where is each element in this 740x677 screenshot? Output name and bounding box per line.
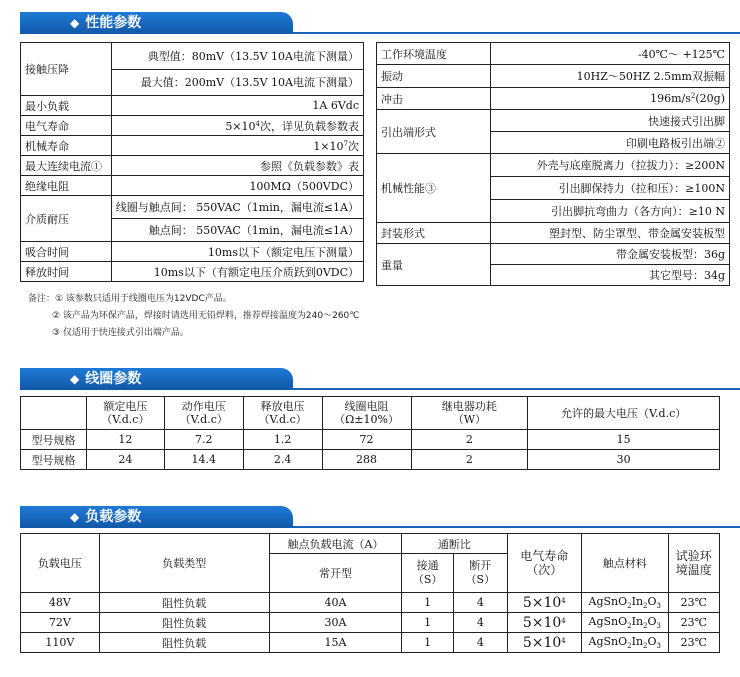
diamond-icon: ◆ xyxy=(70,510,80,524)
cell-value: 1.2 xyxy=(243,430,322,450)
table-row xyxy=(21,43,364,70)
cell-value xyxy=(111,116,363,136)
header-cell: 触点负载电流（A） xyxy=(269,534,401,554)
shock-base: 196m/s xyxy=(650,92,691,105)
cell-value: 12 xyxy=(86,430,164,450)
cell-temp: 23℃ xyxy=(668,613,719,633)
table-row xyxy=(377,110,730,132)
cell-value: 2 xyxy=(411,450,528,470)
cell-value: 典型值：80mV（13.5V 10A电流下测量） xyxy=(111,43,363,70)
performance-table-left xyxy=(20,42,364,282)
footnotes xyxy=(28,291,359,342)
cell-value: 外壳与底座脱离力（拉拔力）：≥200N xyxy=(490,154,729,177)
table-header-row xyxy=(21,397,720,430)
cell-off: 4 xyxy=(454,613,508,633)
diamond-icon: ◆ xyxy=(70,16,80,30)
row-label: 振动 xyxy=(377,65,491,88)
header-cell xyxy=(243,397,322,430)
material-sub: 3 xyxy=(656,602,662,611)
cell-value: 触点间： 550VAC（1min，漏电流≤1A） xyxy=(111,219,363,242)
row-label: 电气寿命 xyxy=(21,116,112,136)
header-cell xyxy=(322,397,411,430)
header-label: 断开 xyxy=(469,559,492,572)
life-exp: 4 xyxy=(561,636,566,645)
cell-current: 30A xyxy=(269,613,401,633)
header-cell xyxy=(507,534,581,593)
cell-value: 线圈与触点间： 550VAC（1min，漏电流≤1A） xyxy=(111,196,363,219)
header-label: 电气寿命 xyxy=(520,549,569,563)
section-tab xyxy=(20,12,293,34)
coil-table xyxy=(20,396,720,470)
header-label: 继电器功耗 xyxy=(441,400,497,413)
cell-value: 塑封型、防尘罩型、带金属安装板型 xyxy=(490,223,729,244)
cell-voltage: 48V xyxy=(21,593,100,613)
cell-value: 2.4 xyxy=(243,450,322,470)
header-label: 动作电压 xyxy=(181,400,226,413)
material-part: In xyxy=(631,594,644,608)
section-title: 线圈参数 xyxy=(85,371,142,387)
cell-value: 10ms以下（有额定电压介质跃到0VDC） xyxy=(111,262,363,282)
life-exp: 4 xyxy=(561,596,566,605)
cell-value: 30 xyxy=(528,450,720,470)
cell-value: 最大值：200mV（13.5V 10A电流下测量） xyxy=(111,69,363,96)
cell-type: 阻性负载 xyxy=(99,633,269,653)
life-base: 5×10 xyxy=(522,594,562,611)
header-unit: （次） xyxy=(526,563,563,577)
table-row xyxy=(21,136,364,156)
header-cell xyxy=(402,554,454,593)
material-part: O xyxy=(647,594,657,608)
cell-value: 其它型号：34g xyxy=(490,265,729,286)
cell-type: 阻性负载 xyxy=(99,613,269,633)
cell-material xyxy=(582,613,669,633)
header-unit: （V.d.c） xyxy=(101,413,150,426)
header-cell xyxy=(86,397,164,430)
life-note: 次 xyxy=(348,139,359,153)
table-row xyxy=(21,593,720,613)
cell-current: 40A xyxy=(269,593,401,613)
header-unit: （V.d.c） xyxy=(179,413,228,426)
row-label: 机械寿命 xyxy=(21,136,112,156)
cell-value: 参照《负载参数》表 xyxy=(111,156,363,176)
table-row xyxy=(21,156,364,176)
cell-value: 10HZ～50HZ 2.5mm双振幅 xyxy=(490,65,729,88)
header-cell: 触点材料 xyxy=(582,534,669,593)
row-label: 绝缘电阻 xyxy=(21,176,112,196)
material-sub: 2 xyxy=(627,602,632,611)
table-row xyxy=(21,242,364,262)
table-row xyxy=(21,196,364,219)
life-exp: 4 xyxy=(561,616,566,625)
cell-material xyxy=(582,633,669,653)
cell-off: 4 xyxy=(454,593,508,613)
header-label: 境温度 xyxy=(675,563,712,577)
header-label: 接通 xyxy=(416,559,439,572)
header-cell: 通断比 xyxy=(402,534,507,554)
cell-life xyxy=(507,593,581,613)
header-cell xyxy=(164,397,243,430)
header-cell: 常开型 xyxy=(269,554,401,593)
performance-table-right xyxy=(376,42,730,286)
material-sub: 3 xyxy=(656,642,662,651)
cell-value: 100MΩ（500VDC） xyxy=(111,176,363,196)
material-part: AgSnO xyxy=(588,594,628,608)
life-exp: 4 xyxy=(255,119,260,128)
material-sub: 3 xyxy=(656,622,662,631)
cell-value: 7.2 xyxy=(164,430,243,450)
cell-temp: 23℃ xyxy=(668,593,719,613)
row-label: 型号规格 xyxy=(21,450,87,470)
cell-off: 4 xyxy=(454,633,508,653)
table-row xyxy=(21,176,364,196)
header-label: 释放电压 xyxy=(260,400,305,413)
section-title: 性能参数 xyxy=(85,15,142,31)
cell-voltage: 110V xyxy=(21,633,100,653)
row-label: 重量 xyxy=(377,244,491,286)
table-row xyxy=(21,430,720,450)
load-table xyxy=(20,533,720,653)
cell-value: 288 xyxy=(322,450,411,470)
material-part: In xyxy=(631,614,644,628)
row-label: 封装形式 xyxy=(377,223,491,244)
row-label: 机械性能③ xyxy=(377,154,491,223)
header-unit: （Ω±10%） xyxy=(334,413,399,426)
shock-note: (20g) xyxy=(695,92,725,105)
life-base: 5×10 xyxy=(522,614,562,631)
cell-life xyxy=(507,633,581,653)
table-row xyxy=(21,116,364,136)
cell-on: 1 xyxy=(402,593,454,613)
shock-exp: 2 xyxy=(690,92,696,100)
row-label: 吸合时间 xyxy=(21,242,112,262)
cell-value: 引出脚抗弯曲力（各方向）：≥10 N xyxy=(490,200,729,223)
table-row xyxy=(377,244,730,265)
life-base: 5×10 xyxy=(522,634,562,651)
cell-life xyxy=(507,613,581,633)
note-3: ③ 仅适用于快连接式引出端产品。 xyxy=(52,328,189,338)
row-label: 型号规格 xyxy=(21,430,87,450)
cell-value: 2 xyxy=(411,430,528,450)
cell-value: 14.4 xyxy=(164,450,243,470)
header-cell: 负载类型 xyxy=(99,534,269,593)
material-sub: 2 xyxy=(643,642,648,651)
material-part: O xyxy=(647,634,657,648)
table-header-row xyxy=(21,534,720,554)
row-label: 冲击 xyxy=(377,88,491,110)
row-label: 工作环境温度 xyxy=(377,43,491,65)
cell-value: 带金属安装板型：36g xyxy=(490,244,729,265)
row-label: 介质耐压 xyxy=(21,196,112,242)
cell-value: 引出脚保持力（拉和压）：≥100N xyxy=(490,177,729,200)
section-header-performance xyxy=(20,12,740,34)
header-cell xyxy=(454,554,508,593)
material-part: In xyxy=(631,634,644,648)
table-row xyxy=(21,633,720,653)
material-sub: 2 xyxy=(643,622,648,631)
header-cell: 负载电压 xyxy=(21,534,100,593)
diamond-icon: ◆ xyxy=(70,372,80,386)
header-label: 额定电压 xyxy=(103,400,148,413)
cell-value: 印刷电路板引出端② xyxy=(490,132,729,154)
row-label: 引出端形式 xyxy=(377,110,491,154)
table-row xyxy=(377,88,730,110)
section-header-coil xyxy=(20,368,740,390)
table-row xyxy=(21,262,364,282)
cell-value: 72 xyxy=(322,430,411,450)
row-label: 最大连续电流① xyxy=(21,156,112,176)
row-label: 接触压降 xyxy=(21,43,112,96)
table-row xyxy=(21,96,364,116)
cell-on: 1 xyxy=(402,633,454,653)
row-label: 释放时间 xyxy=(21,262,112,282)
section-tab xyxy=(20,506,293,528)
header-unit: （W） xyxy=(452,413,487,426)
header-cell xyxy=(411,397,528,430)
table-row xyxy=(377,223,730,244)
material-sub: 2 xyxy=(627,622,632,631)
life-base: 5×10 xyxy=(225,119,256,133)
cell-value: -40℃～ +125℃ xyxy=(490,43,729,65)
cell-value: 1A 6Vdc xyxy=(111,96,363,116)
note-1: 备注：① 该参数只适用于线圈电压为12VDC产品。 xyxy=(28,294,232,304)
life-base: 1×10 xyxy=(313,139,344,153)
header-unit: （V.d.c） xyxy=(258,413,307,426)
section-header-load xyxy=(20,506,740,528)
life-exp: 7 xyxy=(343,139,348,148)
header-label: 线圈电阻 xyxy=(344,400,389,413)
cell-temp: 23℃ xyxy=(668,633,719,653)
cell-value: 10ms以下（额定电压下测量） xyxy=(111,242,363,262)
table-row xyxy=(21,450,720,470)
cell-value: 15 xyxy=(528,430,720,450)
header-label: 试验环 xyxy=(675,549,712,563)
cell-value xyxy=(490,88,729,110)
cell-on: 1 xyxy=(402,613,454,633)
cell-value: 快速接式引出脚 xyxy=(490,110,729,132)
table-row xyxy=(21,613,720,633)
row-label: 最小负载 xyxy=(21,96,112,116)
cell-material xyxy=(582,593,669,613)
material-part: O xyxy=(647,614,657,628)
note-2: ② 该产品为环保产品，焊接时请选用无铅焊料，推荐焊接温度为240～260℃ xyxy=(52,311,360,321)
header-cell: 允许的最大电压（V.d.c） xyxy=(528,397,720,430)
life-note: 次，详见负载参数表 xyxy=(260,119,359,133)
material-sub: 2 xyxy=(627,642,632,651)
header-empty xyxy=(21,397,87,430)
cell-current: 15A xyxy=(269,633,401,653)
header-cell xyxy=(668,534,719,593)
material-sub: 2 xyxy=(643,602,648,611)
header-unit: （S） xyxy=(412,573,443,586)
table-row xyxy=(377,43,730,65)
cell-value: 24 xyxy=(86,450,164,470)
cell-value xyxy=(111,136,363,156)
header-unit: （S） xyxy=(465,573,496,586)
section-title: 负载参数 xyxy=(85,509,142,525)
cell-voltage: 72V xyxy=(21,613,100,633)
cell-type: 阻性负载 xyxy=(99,593,269,613)
table-row xyxy=(377,154,730,177)
section-tab xyxy=(20,368,293,390)
material-part: AgSnO xyxy=(588,634,628,648)
material-part: AgSnO xyxy=(588,614,628,628)
table-row xyxy=(377,65,730,88)
